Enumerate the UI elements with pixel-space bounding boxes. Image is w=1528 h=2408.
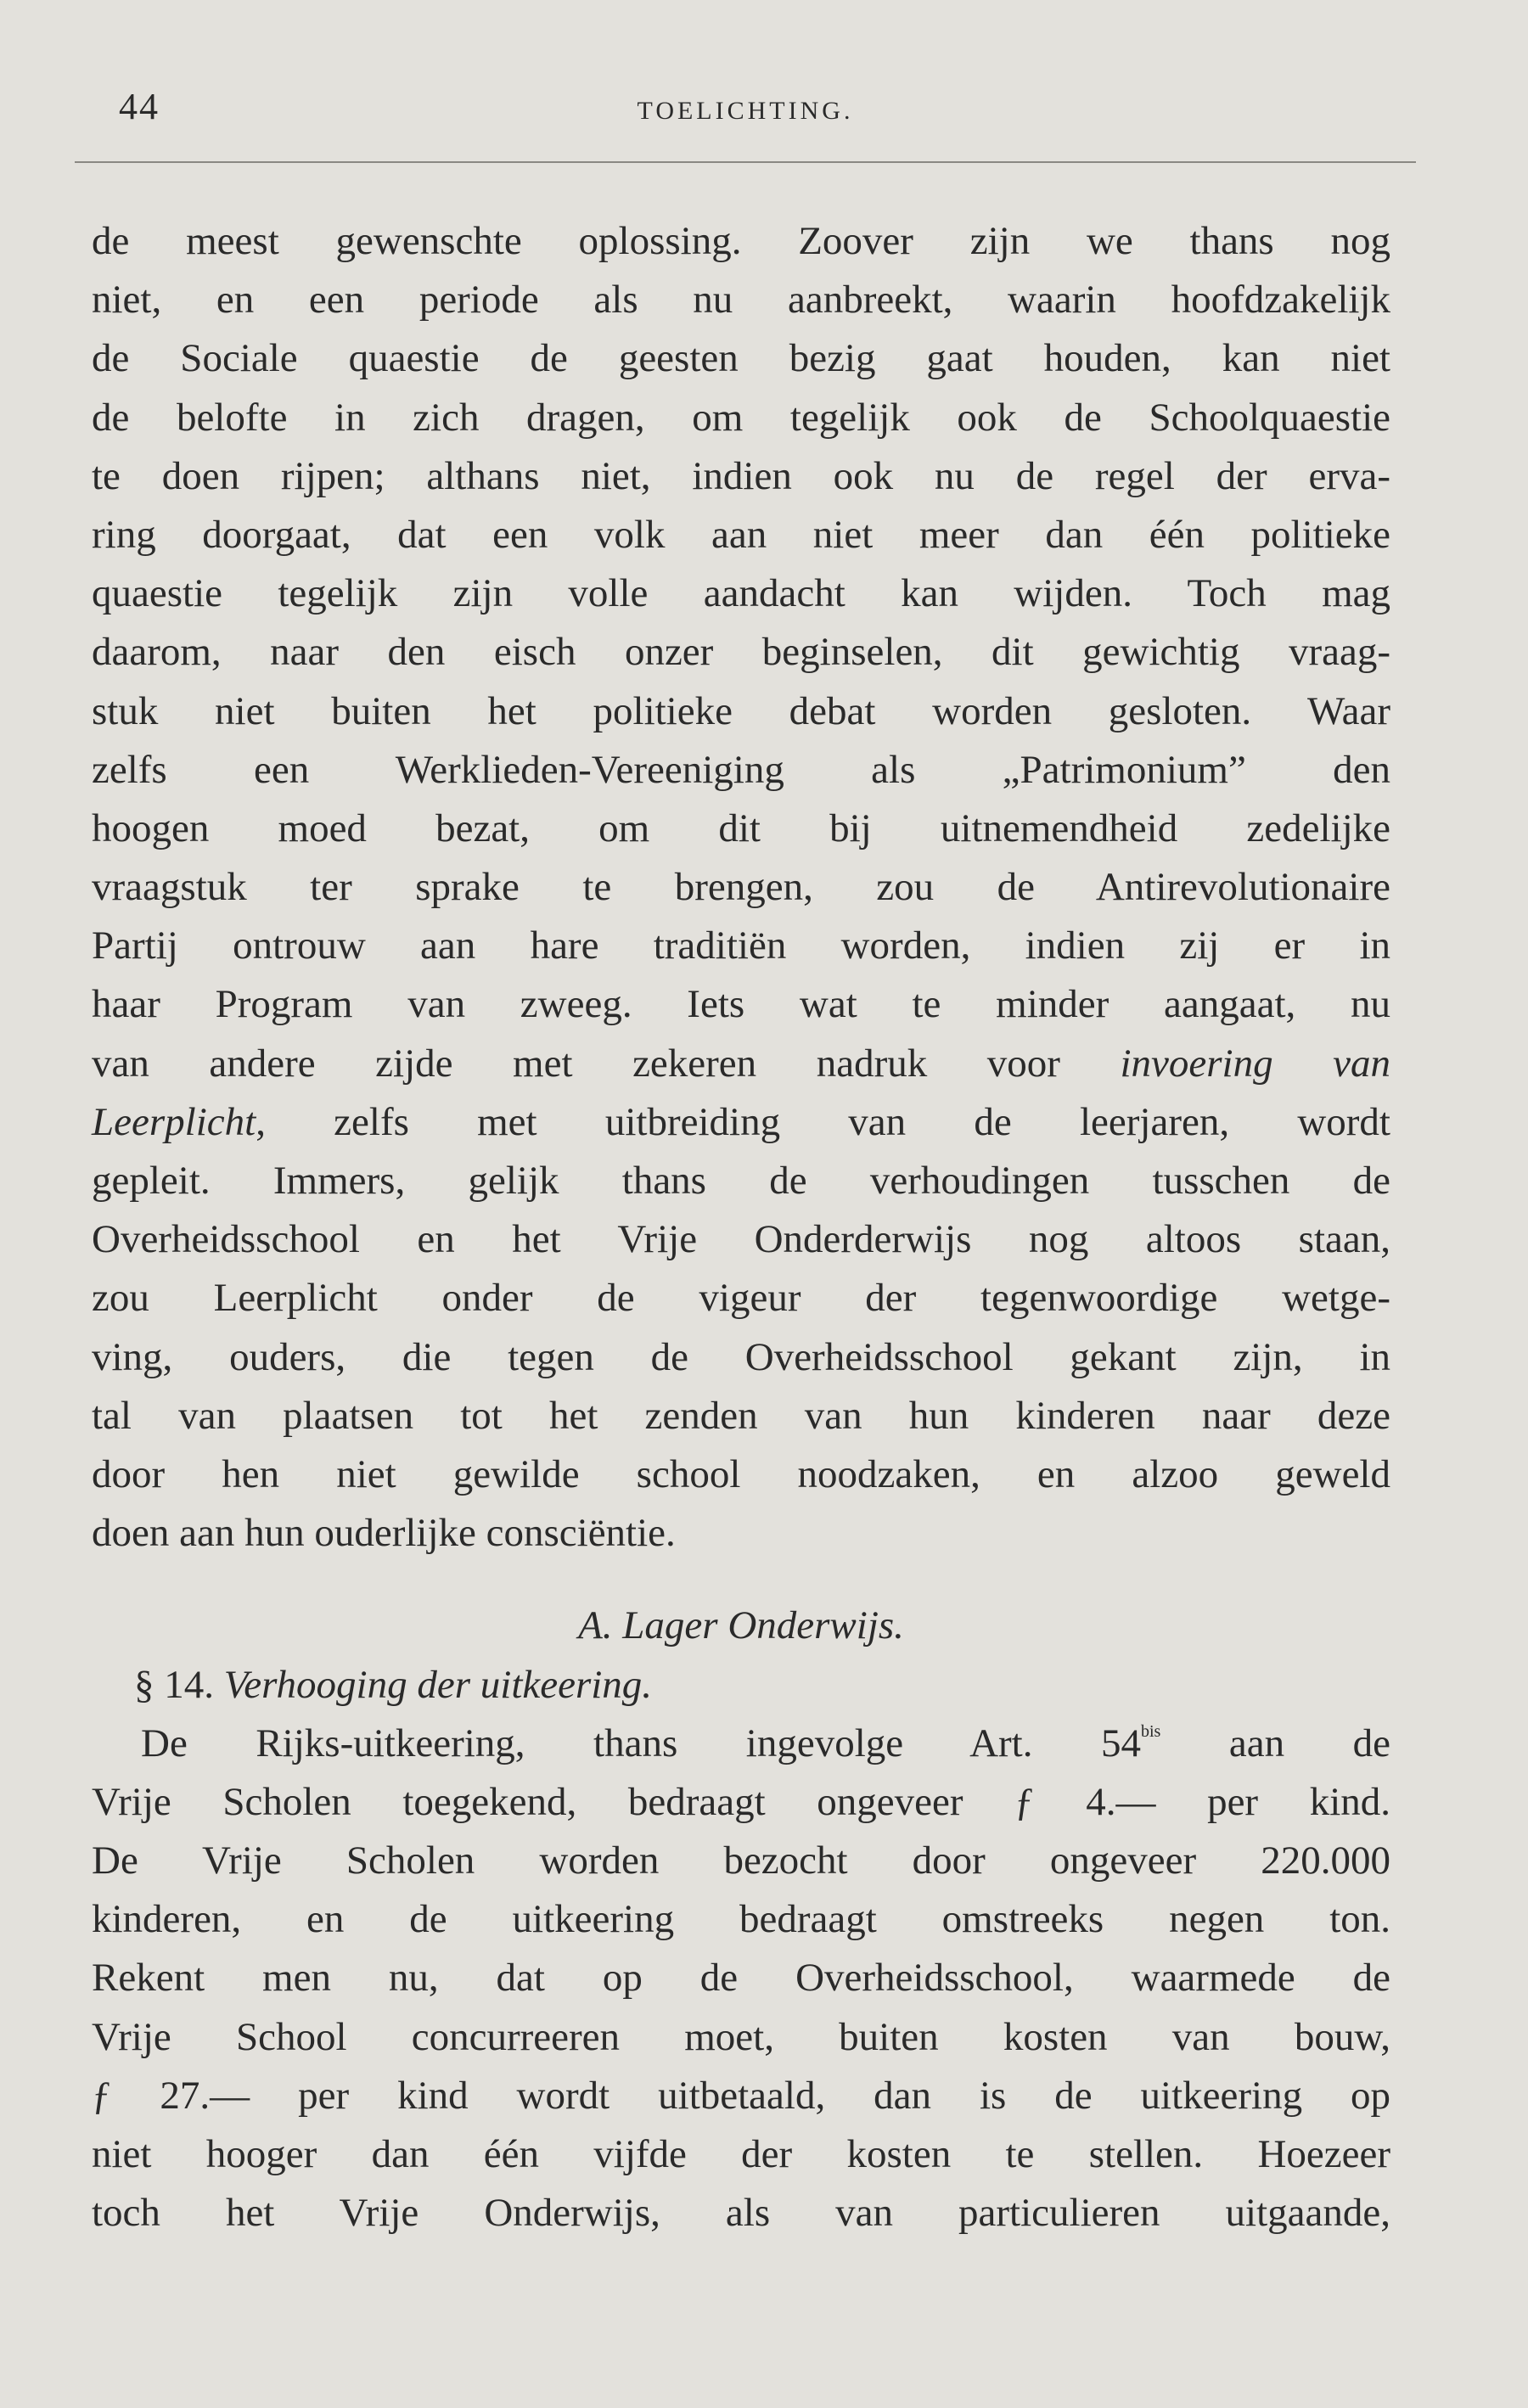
- text-line: vraagstuk ter sprake te brengen, zou de Antirevolutionaire: [92, 865, 1390, 910]
- page-number: 44: [119, 86, 160, 127]
- text-line: ving, ouders, die tegen de Overheidsschool gekant zijn, in: [92, 1334, 1390, 1379]
- text-line: ring doorgaat, dat een volk aan niet meer dan één politieke: [92, 512, 1390, 557]
- text-line: niet hooger dan één vijfde der kosten te stellen. Hoezeer: [92, 2132, 1390, 2176]
- text-line: ƒ 27.— per kind wordt uitbetaald, dan is de uitkeering op: [92, 2073, 1390, 2118]
- text-line: de belofte in zich dragen, om tegelijk ook de Schoolquaestie: [92, 395, 1390, 440]
- header-rule: [75, 161, 1416, 163]
- text-line: zelfs een Werklieden-Vereeniging als „Patrimonium” den: [92, 747, 1390, 792]
- text-line: tal van plaatsen tot het zenden van hun kinderen naar deze: [92, 1393, 1390, 1438]
- paragraph-title: Verhooging der uitkeering.: [223, 1662, 653, 1707]
- text-segment: aan de: [1160, 1720, 1390, 1765]
- text-line: quaestie tegelijk zijn volle aandacht kan wijden. Toch mag: [92, 571, 1390, 616]
- text-line: daarom, naar den eisch onzer beginselen, dit gewichtig vraag-: [92, 630, 1390, 675]
- text-line: Overheidsschool en het Vrije Onderderwijs nog altoos staan,: [92, 1217, 1390, 1262]
- text-segment: De Rijks-uitkeering, thans ingevolge Art. 54: [141, 1720, 1141, 1765]
- text-line: Partij ontrouw aan hare traditiën worden, indien zij er in: [92, 923, 1390, 968]
- page-header: [75, 85, 1416, 144]
- italic-term: invoering van: [1120, 1041, 1390, 1086]
- running-head: TOELICHTING.: [637, 97, 854, 125]
- text-line: te doen rijpen; althans niet, indien ook nu de regel der erva-: [92, 453, 1390, 498]
- text-line: Vrije School concurreeren moet, buiten kosten van bouw,: [92, 2014, 1390, 2059]
- text-line: Vrije Scholen toegekend, bedraagt ongeveer ƒ 4.— per kind.: [92, 1779, 1390, 1824]
- text-line: Rekent men nu, dat op de Overheidsschool, waarmede de: [92, 1956, 1390, 2001]
- text-segment: van andere zijde met zekeren nadruk voor: [92, 1041, 1121, 1086]
- text-line: kinderen, en de uitkeering bedraagt omstreeks negen ton.: [92, 1897, 1390, 1942]
- text-line: niet, en een periode als nu aanbreekt, waarin hoofdzakelijk: [92, 278, 1390, 323]
- text-line: de Sociale quaestie de geesten bezig gaat houden, kan niet: [92, 336, 1390, 381]
- text-line: doen aan hun ouderlijke consciëntie.: [92, 1511, 676, 1556]
- text-line: [92, 1093, 1390, 1152]
- text-line: toch het Vrije Onderwijs, als van particulieren uitgaande,: [92, 2191, 1390, 2236]
- text-segment: , zelfs met uitbreiding van de leerjaren, wordt: [256, 1099, 1390, 1144]
- text-line: stuk niet buiten het politieke debat worden gesloten. Waar: [92, 688, 1390, 733]
- paragraph-1: [92, 212, 1390, 1563]
- superscript: bis: [1141, 1721, 1161, 1741]
- text-line: de meest gewenschte oplossing. Zoover zijn we thans nog: [92, 219, 1390, 263]
- section-gap: [92, 1563, 1390, 1597]
- paragraph-2: [92, 1715, 1390, 2243]
- text-line: gepleit. Immers, gelijk thans de verhoudingen tusschen de: [92, 1159, 1390, 1203]
- text-line: [92, 1035, 1390, 1093]
- italic-term: Leerplicht: [92, 1099, 256, 1144]
- paragraph-heading: [92, 1656, 1390, 1715]
- text-line: haar Program van zweeg. Iets wat te minder aangaat, nu: [92, 982, 1390, 1027]
- text-line: zou Leerplicht onder de vigeur der tegenwoordige wetge-: [92, 1276, 1390, 1321]
- body-text: [92, 212, 1390, 2242]
- text-line: hoogen moed bezat, om dit bij uitnemendheid zedelijke: [92, 805, 1390, 850]
- text-line: [92, 1715, 1390, 1773]
- section-title: A. Lager Onderwijs.: [578, 1603, 904, 1648]
- text-line: door hen niet gewilde school noodzaken, en alzoo geweld: [92, 1451, 1390, 1496]
- paragraph-number: § 14.: [134, 1662, 214, 1707]
- text-line: De Vrije Scholen worden bezocht door ongeveer 220.000: [92, 1838, 1390, 1883]
